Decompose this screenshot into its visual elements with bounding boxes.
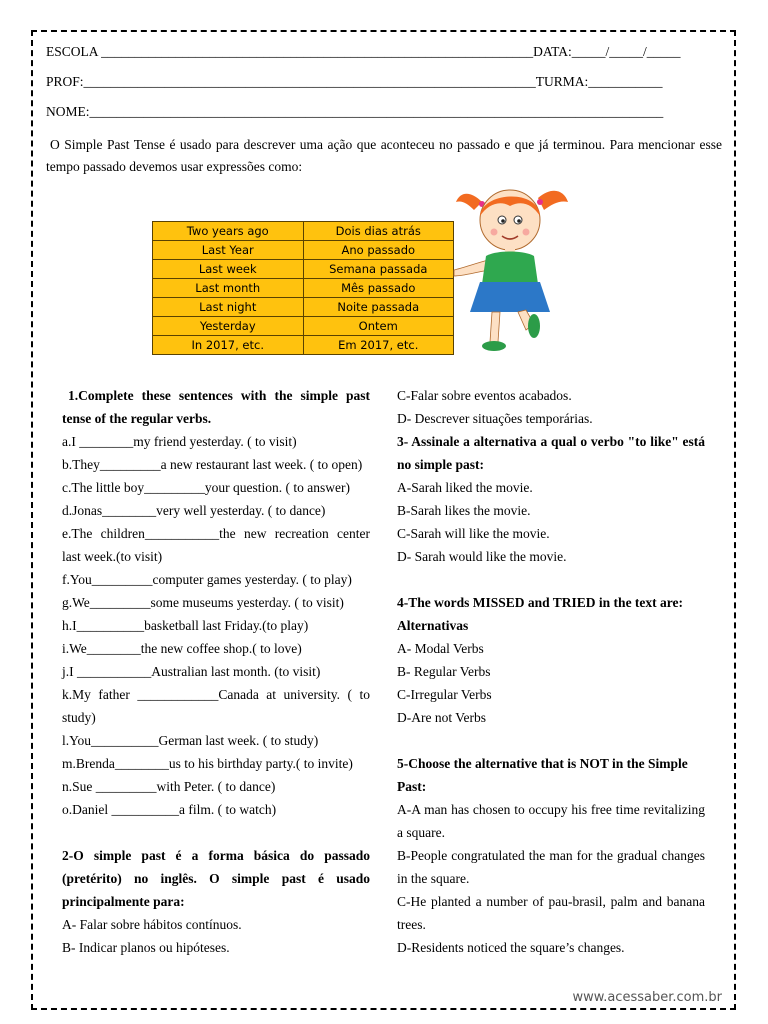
q1-item: k.My father ____________Canada at university. ( to study)	[62, 687, 370, 725]
q5-option: C-He planted a number of pau-brasil, palm and banana trees.	[397, 894, 705, 932]
cartoon-girl-illustration	[452, 180, 576, 356]
expression-row	[153, 298, 454, 317]
expression-pt: Ano passado	[303, 241, 454, 260]
q1-title: 1.Complete these sentences with the simple past tense of the regular verbs.	[62, 388, 370, 426]
q2-option: C-Falar sobre eventos acabados.	[397, 388, 572, 403]
expression-row	[153, 260, 454, 279]
q5-option: D-Residents noticed the square’s changes.	[397, 940, 625, 955]
q4-title: 4-The words MISSED and TRIED in the text are: Alternativas	[397, 595, 684, 633]
q1-item: n.Sue _________with Peter. ( to dance)	[62, 779, 276, 794]
footer-website: www.acessaber.com.br	[572, 990, 722, 1005]
expression-en: Yesterday	[153, 317, 304, 336]
q1-item: d.Jonas________very well yesterday. ( to dance)	[62, 503, 326, 518]
expression-row	[153, 317, 454, 336]
q2-option: B- Indicar planos ou hipóteses.	[62, 940, 230, 955]
q3-option: A-Sarah liked the movie.	[397, 480, 533, 495]
q1-item: m.Brenda________us to his birthday party.( to invite)	[62, 756, 353, 771]
q1-item: j.I ___________Australian last month. (to visit)	[62, 664, 321, 679]
q1-item: a.I ________my friend yesterday. ( to visit)	[62, 434, 297, 449]
expression-en: Last month	[153, 279, 304, 298]
expression-pt: Em 2017, etc.	[303, 336, 454, 355]
q2-title: 2-O simple past é a forma básica do passado (pretérito) no inglês. O simple past é usado principalmente para:	[62, 848, 370, 909]
expression-en: In 2017, etc.	[153, 336, 304, 355]
left-column	[62, 384, 370, 959]
expression-en: Last week	[153, 260, 304, 279]
expression-row	[153, 279, 454, 298]
q2-option: D- Descrever situações temporárias.	[397, 411, 593, 426]
expression-pt: Semana passada	[303, 260, 454, 279]
q3-option: C-Sarah will like the movie.	[397, 526, 550, 541]
q5-option: B-People congratulated the man for the gradual changes in the square.	[397, 848, 705, 886]
expression-en: Last Year	[153, 241, 304, 260]
q1-item: b.They_________a new restaurant last week. ( to open)	[62, 457, 363, 472]
q3-option: D- Sarah would like the movie.	[397, 549, 567, 564]
right-column	[397, 384, 705, 959]
q1-item: e.The children___________the new recreation center last week.(to visit)	[62, 526, 370, 564]
q3-title: 3- Assinale a alternativa a qual o verbo "to like" está no simple past:	[397, 434, 705, 472]
expression-en: Last night	[153, 298, 304, 317]
q1-item: i.We________the new coffee shop.( to love)	[62, 641, 302, 656]
expression-pt: Ontem	[303, 317, 454, 336]
q5-title: 5-Choose the alternative that is NOT in the Simple Past:	[397, 756, 688, 794]
q4-option: A- Modal Verbs	[397, 641, 484, 656]
q3-option: B-Sarah likes the movie.	[397, 503, 531, 518]
expression-row	[153, 336, 454, 355]
time-expressions-table	[152, 221, 454, 357]
header-school-line: ESCOLA ________________________________________________________________DATA:_____/_____/_____	[46, 44, 681, 59]
intro-paragraph: O Simple Past Tense é usado para descrever uma ação que aconteceu no passado e que já terminou. Para mencionar esse tempo passado devemos usar expressões como:	[46, 137, 722, 174]
q1-item: h.I__________basketball last Friday.(to play)	[62, 618, 309, 633]
q4-option: D-Are not Verbs	[397, 710, 486, 725]
header-name-line: NOME:_____________________________________________________________________________________	[46, 104, 664, 119]
expression-en: Two years ago	[153, 222, 304, 241]
q4-option: C-Irregular Verbs	[397, 687, 492, 702]
q1-item: o.Daniel __________a film. ( to watch)	[62, 802, 277, 817]
header-teacher-line: PROF:___________________________________________________________________TURMA:___________	[46, 74, 663, 89]
q1-item: g.We_________some museums yesterday. ( to visit)	[62, 595, 344, 610]
expression-pt: Noite passada	[303, 298, 454, 317]
q1-item: l.You__________German last week. ( to study)	[62, 733, 319, 748]
q5-option: A-A man has chosen to occupy his free time revitalizing a square.	[397, 802, 705, 840]
expression-pt: Mês passado	[303, 279, 454, 298]
q2-option: A- Falar sobre hábitos contínuos.	[62, 917, 242, 932]
expression-pt: Dois dias atrás	[303, 222, 454, 241]
q1-item: f.You_________computer games yesterday. ( to play)	[62, 572, 352, 587]
q1-item: c.The little boy_________your question. ( to answer)	[62, 480, 350, 495]
q4-option: B- Regular Verbs	[397, 664, 491, 679]
expression-row	[153, 241, 454, 260]
expression-row	[153, 222, 454, 241]
